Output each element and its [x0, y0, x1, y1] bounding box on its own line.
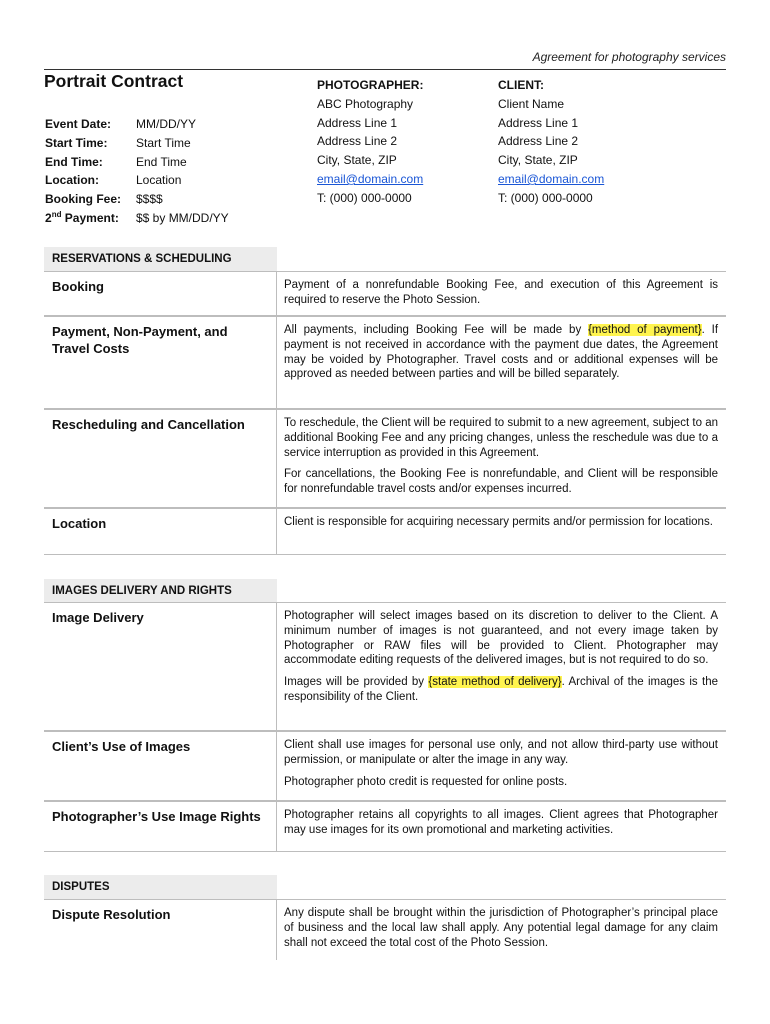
start-time-row — [45, 134, 229, 153]
clause-label: Dispute Resolution — [44, 900, 277, 960]
second-payment-label — [45, 209, 136, 228]
clause-image-delivery — [44, 602, 726, 731]
clause-payment — [44, 316, 726, 409]
second-payment-label-number: 2 — [45, 210, 52, 225]
section-heading-reservations: RESERVATIONS & SCHEDULING — [44, 247, 277, 271]
clause-label: Client’s Use of Images — [44, 732, 277, 800]
second-payment-row — [45, 209, 229, 228]
clause-location — [44, 508, 726, 555]
location-value: Location — [136, 173, 182, 188]
start-time-value: Start Time — [136, 135, 191, 150]
client-address-1: Address Line 1 — [498, 115, 579, 130]
photographer-name: ABC Photography — [317, 96, 414, 111]
location-row — [45, 171, 229, 190]
client-email-link[interactable]: email@domain.com — [498, 171, 605, 186]
photographer-city: City, State, ZIP — [317, 153, 397, 168]
photographer-address-2: Address Line 2 — [317, 134, 398, 149]
booking-fee-label: Booking Fee: — [45, 192, 122, 207]
second-payment-label-text: Payment: — [61, 210, 119, 225]
event-date-value: MM/DD/YY — [136, 117, 196, 131]
end-time-row — [45, 153, 229, 172]
clause-text: Payment of a nonrefundable Booking Fee, and execution of this Agreement is required to reserve the Photo Session. — [284, 279, 718, 306]
client-phone: T: (000) 000-0000 — [498, 190, 593, 205]
photographer-address-1: Address Line 1 — [317, 115, 398, 130]
client-heading: CLIENT: — [498, 78, 544, 92]
clause-label: Photographer’s Use Image Rights — [44, 802, 277, 851]
clause-text: Client is responsible for acquiring necessary permits and/or permission for locations. — [284, 516, 713, 528]
clause-client-use — [44, 731, 726, 801]
location-label: Location: — [45, 173, 99, 188]
client-name: Client Name — [498, 96, 565, 111]
booking-fee-value: $$$$ — [136, 192, 163, 207]
client-address-2: Address Line 2 — [498, 134, 579, 149]
clause-label: Location — [44, 509, 277, 554]
clause-text: All payments, including Booking Fee will be made by {method of payment}. If payment is not received in accordance with the payment due dates, the Agreement may be voided by Photographer. Travel costs and or additional expenses will be approved as needed between parties and will be billed separately. — [284, 324, 719, 381]
end-time-label: End Time: — [45, 154, 103, 169]
header-divider — [44, 69, 726, 70]
clause-rescheduling — [44, 409, 726, 508]
clause-label: Payment, Non-Payment, and Travel Costs — [44, 317, 277, 408]
client-city: City, State, ZIP — [498, 153, 578, 168]
clause-text: Photographer retains all copyrights to all images. Client agrees that Photographer may use images for its own promotional and marketing activities. — [284, 809, 718, 836]
clause-text: To reschedule, the Client will be required to submit to a new agreement, subject to an additional Booking Fee and any pricing changes, unless the reschedule was due to a service interruption as provided in this Agreement. For cancellations, the Booking Fee is nonrefundable, and Client will be responsible for nonrefundable travel costs and/or expenses incurred. — [284, 417, 718, 496]
section-heading-disputes: DISPUTES — [44, 875, 277, 899]
document-subtitle: Agreement for photography services — [532, 50, 726, 64]
clause-label: Booking — [44, 272, 277, 315]
end-time-value: End Time — [136, 154, 187, 169]
photographer-phone: T: (000) 000-0000 — [317, 190, 412, 205]
event-details — [45, 115, 229, 228]
clause-text: Any dispute shall be brought within the jurisdiction of Photographer’s principal place of business and the local law shall apply. Any potential legal damage for any claim shall not exceed the total cost of the Photo Session. — [284, 907, 718, 949]
start-time-label: Start Time: — [45, 135, 108, 150]
payment-method-placeholder: {method of payment} — [588, 324, 702, 336]
event-date-row — [45, 115, 229, 134]
clause-photographer-use — [44, 801, 726, 852]
contract-title: Portrait Contract — [44, 71, 184, 91]
clause-label: Rescheduling and Cancellation — [44, 410, 277, 507]
booking-fee-row — [45, 190, 229, 209]
clause-booking — [44, 271, 726, 316]
clause-dispute-resolution — [44, 899, 726, 960]
photographer-email-link[interactable]: email@domain.com — [317, 171, 424, 186]
client-block — [498, 76, 604, 208]
second-payment-label-suffix: nd — [51, 209, 62, 219]
delivery-method-placeholder: {state method of delivery} — [428, 676, 562, 689]
clause-label: Image Delivery — [44, 603, 277, 730]
event-date-label: Event Date: — [45, 117, 112, 131]
photographer-block — [317, 76, 423, 208]
clause-text: Client shall use images for personal use only, and not allow third-party use without permission, or manipulate or alter the image in any way. Photographer photo credit is requested for online posts. — [284, 739, 718, 788]
section-heading-images: IMAGES DELIVERY AND RIGHTS — [44, 579, 277, 603]
clause-text: Photographer will select images based on its discretion to deliver to the Client. A minimum number of images is not guaranteed, and not every image taken by Photographer or RAW files will be provided to Client. Photographer may accommodate editing requests of the delivered images, but is not required to do so. Images will be provided by {state method of delivery}. Archival of the images is the responsibility of the Client. — [284, 610, 718, 703]
photographer-heading: PHOTOGRAPHER: — [317, 78, 424, 92]
second-payment-value: $$ by MM/DD/YY — [136, 210, 229, 225]
